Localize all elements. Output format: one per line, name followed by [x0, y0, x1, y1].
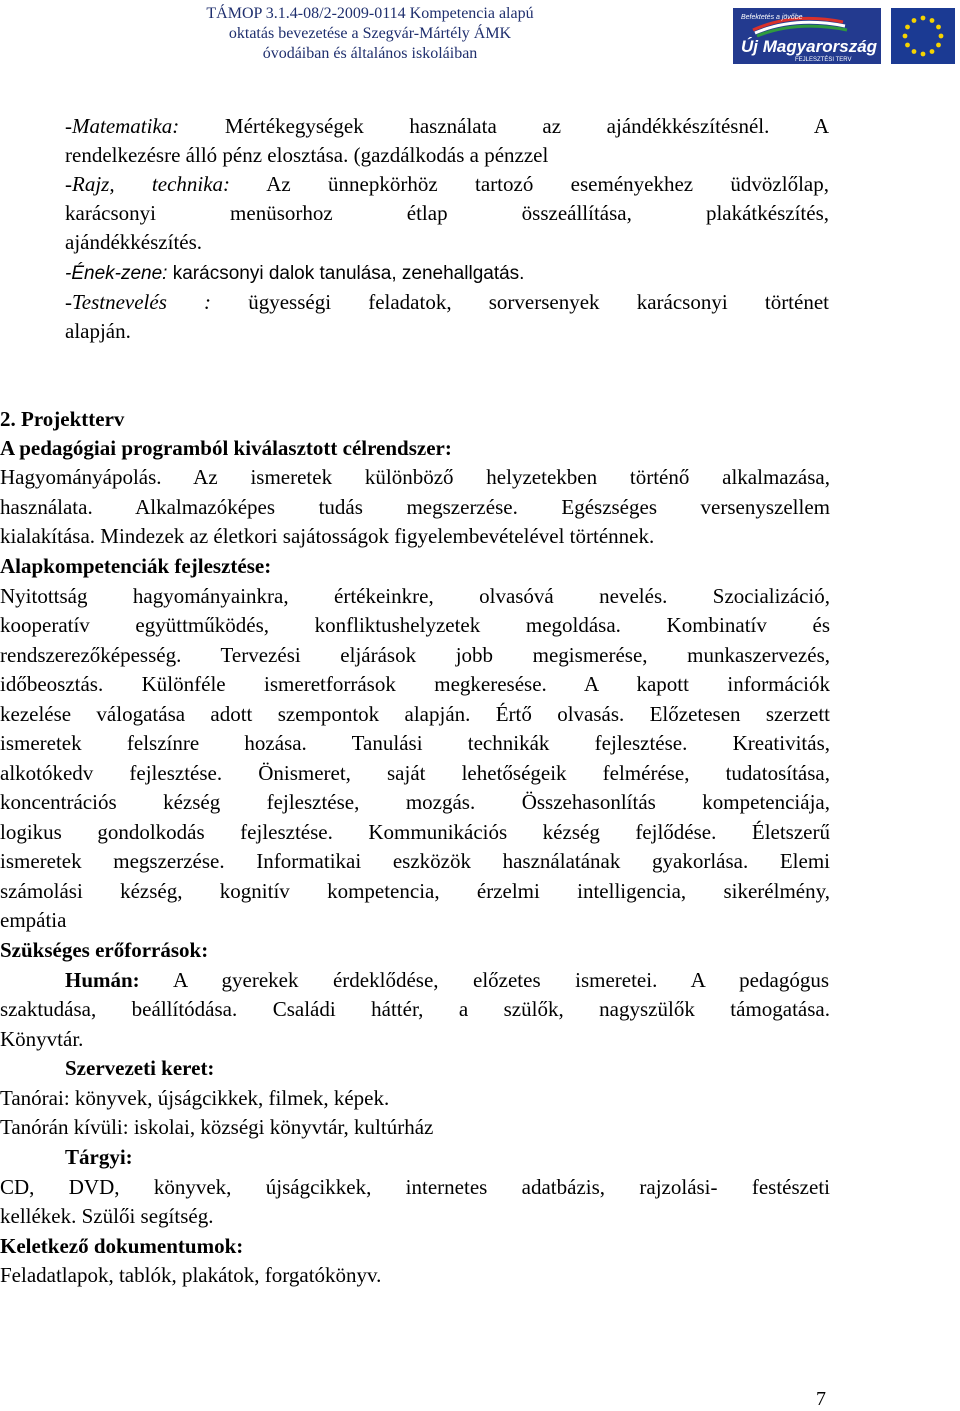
art-line: -Rajz, technika: Az ünnepkörhöz tartozó eseményekhez üdvözlőlap,	[65, 172, 829, 196]
human-label: Humán:	[65, 968, 140, 992]
competence-line: számolási kézség, kognitív kompetencia, érzelmi intelligencia, sikerélmény,	[0, 879, 830, 903]
art-label: -Rajz, technika:	[65, 172, 231, 196]
goal-line-1: Hagyományápolás. Az ismeretek különböző helyzetekben történő alkalmazása,	[0, 465, 830, 489]
uj-magyarorszag-logo	[733, 8, 955, 64]
material-line-1: CD, DVD, könyvek, újságcikkek, internetes adatbázis, rajzolási- festészeti	[0, 1175, 830, 1199]
out-of-class-line: Tanórán kívüli: iskolai, községi könyvtár, kultúrház	[0, 1115, 434, 1139]
page-number: 7	[816, 1388, 826, 1410]
goal-line-3: kialakítása. Mindezek az életkori sajátosságok figyelembevételével történnek.	[0, 524, 655, 548]
competence-line: rendszerezőképesség. Tervezési eljárások jobb megismerése, munkaszervezés,	[0, 643, 830, 667]
section-subtitle: A pedagógiai programból kiválasztott célrendszer:	[0, 436, 452, 460]
goal-line-2: használata. Alkalmazóképes tudás megszerzése. Egészséges versenyszellem	[0, 495, 830, 519]
competence-line: kooperatív együttműködés, konfliktushelyzetek megoldása. Kombinatív és	[0, 613, 830, 637]
human-line-3: Könyvtár.	[0, 1027, 84, 1051]
competence-line: koncentrációs kézség fejlesztése, mozgás. Összehasonlítás kompetenciája,	[0, 790, 830, 814]
competence-line: empátia	[0, 908, 67, 932]
logo-sub-text: FEJLESZTÉSI TERV	[795, 57, 852, 63]
math-label: -Matematika:	[65, 114, 180, 138]
material-line-2: kellékek. Szülői segítség.	[0, 1204, 214, 1228]
competence-line: ismeretek felszínre hozása. Tanulási technikák fejlesztése. Kreativitás,	[0, 731, 830, 755]
pe-label: -Testnevelés :	[65, 290, 212, 314]
documents-heading: Keletkező dokumentumok:	[0, 1234, 244, 1258]
art-line-3: ajándékkészítés.	[65, 230, 203, 254]
competence-line: alkotókedv fejlesztése. Önismeret, saját lehetőségeik felmérése, tudatosítása,	[0, 761, 830, 785]
competence-line: logikus gondolkodás fejlesztése. Kommunikációs kézség fejlődése. Életszerű	[0, 820, 830, 844]
material-heading: Tárgyi:	[65, 1145, 133, 1169]
logo-main-text: Új Magyarország	[741, 37, 878, 56]
pe-line: -Testnevelés : ügyességi feladatok, sorversenyek karácsonyi történet	[65, 290, 829, 314]
competence-line: Nyitottság hagyományainkra, értékeinkre, olvasóvá nevelés. Szocializáció,	[0, 584, 830, 608]
human-line-2: szaktudása, beállítódása. Családi háttér, a szülők, nagyszülők támogatása.	[0, 997, 830, 1021]
pe-line-2: alapján.	[65, 319, 131, 343]
in-class-line: Tanórai: könyvek, újságcikkek, filmek, képek.	[0, 1086, 390, 1110]
framework-heading: Szervezeti keret:	[65, 1056, 215, 1080]
header-line-2: oktatás bevezetése a Szegvár-Mártély ÁMK	[228, 25, 512, 42]
section-title: 2. Projektterv	[0, 407, 125, 431]
human-line: Humán: A gyerekek érdeklődése, előzetes ismeretei. A pedagógus	[65, 968, 829, 992]
music-line: -Ének-zene: karácsonyi dalok tanulása, zenehallgatás.	[65, 263, 525, 284]
competence-line: időbeosztás. Különféle ismeretforrások megkeresése. A kapott információk	[0, 672, 830, 696]
competence-line: ismeretek megszerzése. Informatikai eszközök használatának gyakorlása. Elemi	[0, 849, 830, 873]
header-line-1: TÁMOP 3.1.4-08/2-2009-0114 Kompetencia alapú	[206, 5, 534, 22]
art-line-2: karácsonyi menüsorhoz étlap összeállítása, plakátkészítés,	[65, 201, 829, 225]
math-line: -Matematika: Mértékegységek használata az ajándékkészítésnél. A	[65, 114, 829, 138]
resources-heading: Szükséges erőforrások:	[0, 938, 209, 962]
competence-line: kezelése válogatása adott szempontok alapján. Értő olvasás. Előzetesen szerzett	[0, 702, 830, 726]
header-line-3: óvodáiban és általános iskoláiban	[262, 45, 478, 62]
logo-small-text: Befektetés a jövőbe	[741, 14, 803, 21]
music-label: -Ének-zene:	[65, 263, 168, 284]
competence-heading: Alapkompetenciák fejlesztése:	[0, 554, 272, 578]
math-line-2: rendelkezésre álló pénz elosztása. (gazdálkodás a pénzzel	[65, 143, 549, 167]
page-header	[0, 0, 960, 72]
documents-line: Feladatlapok, tablók, plakátok, forgatókönyv.	[0, 1263, 382, 1287]
project-title	[100, 4, 640, 64]
